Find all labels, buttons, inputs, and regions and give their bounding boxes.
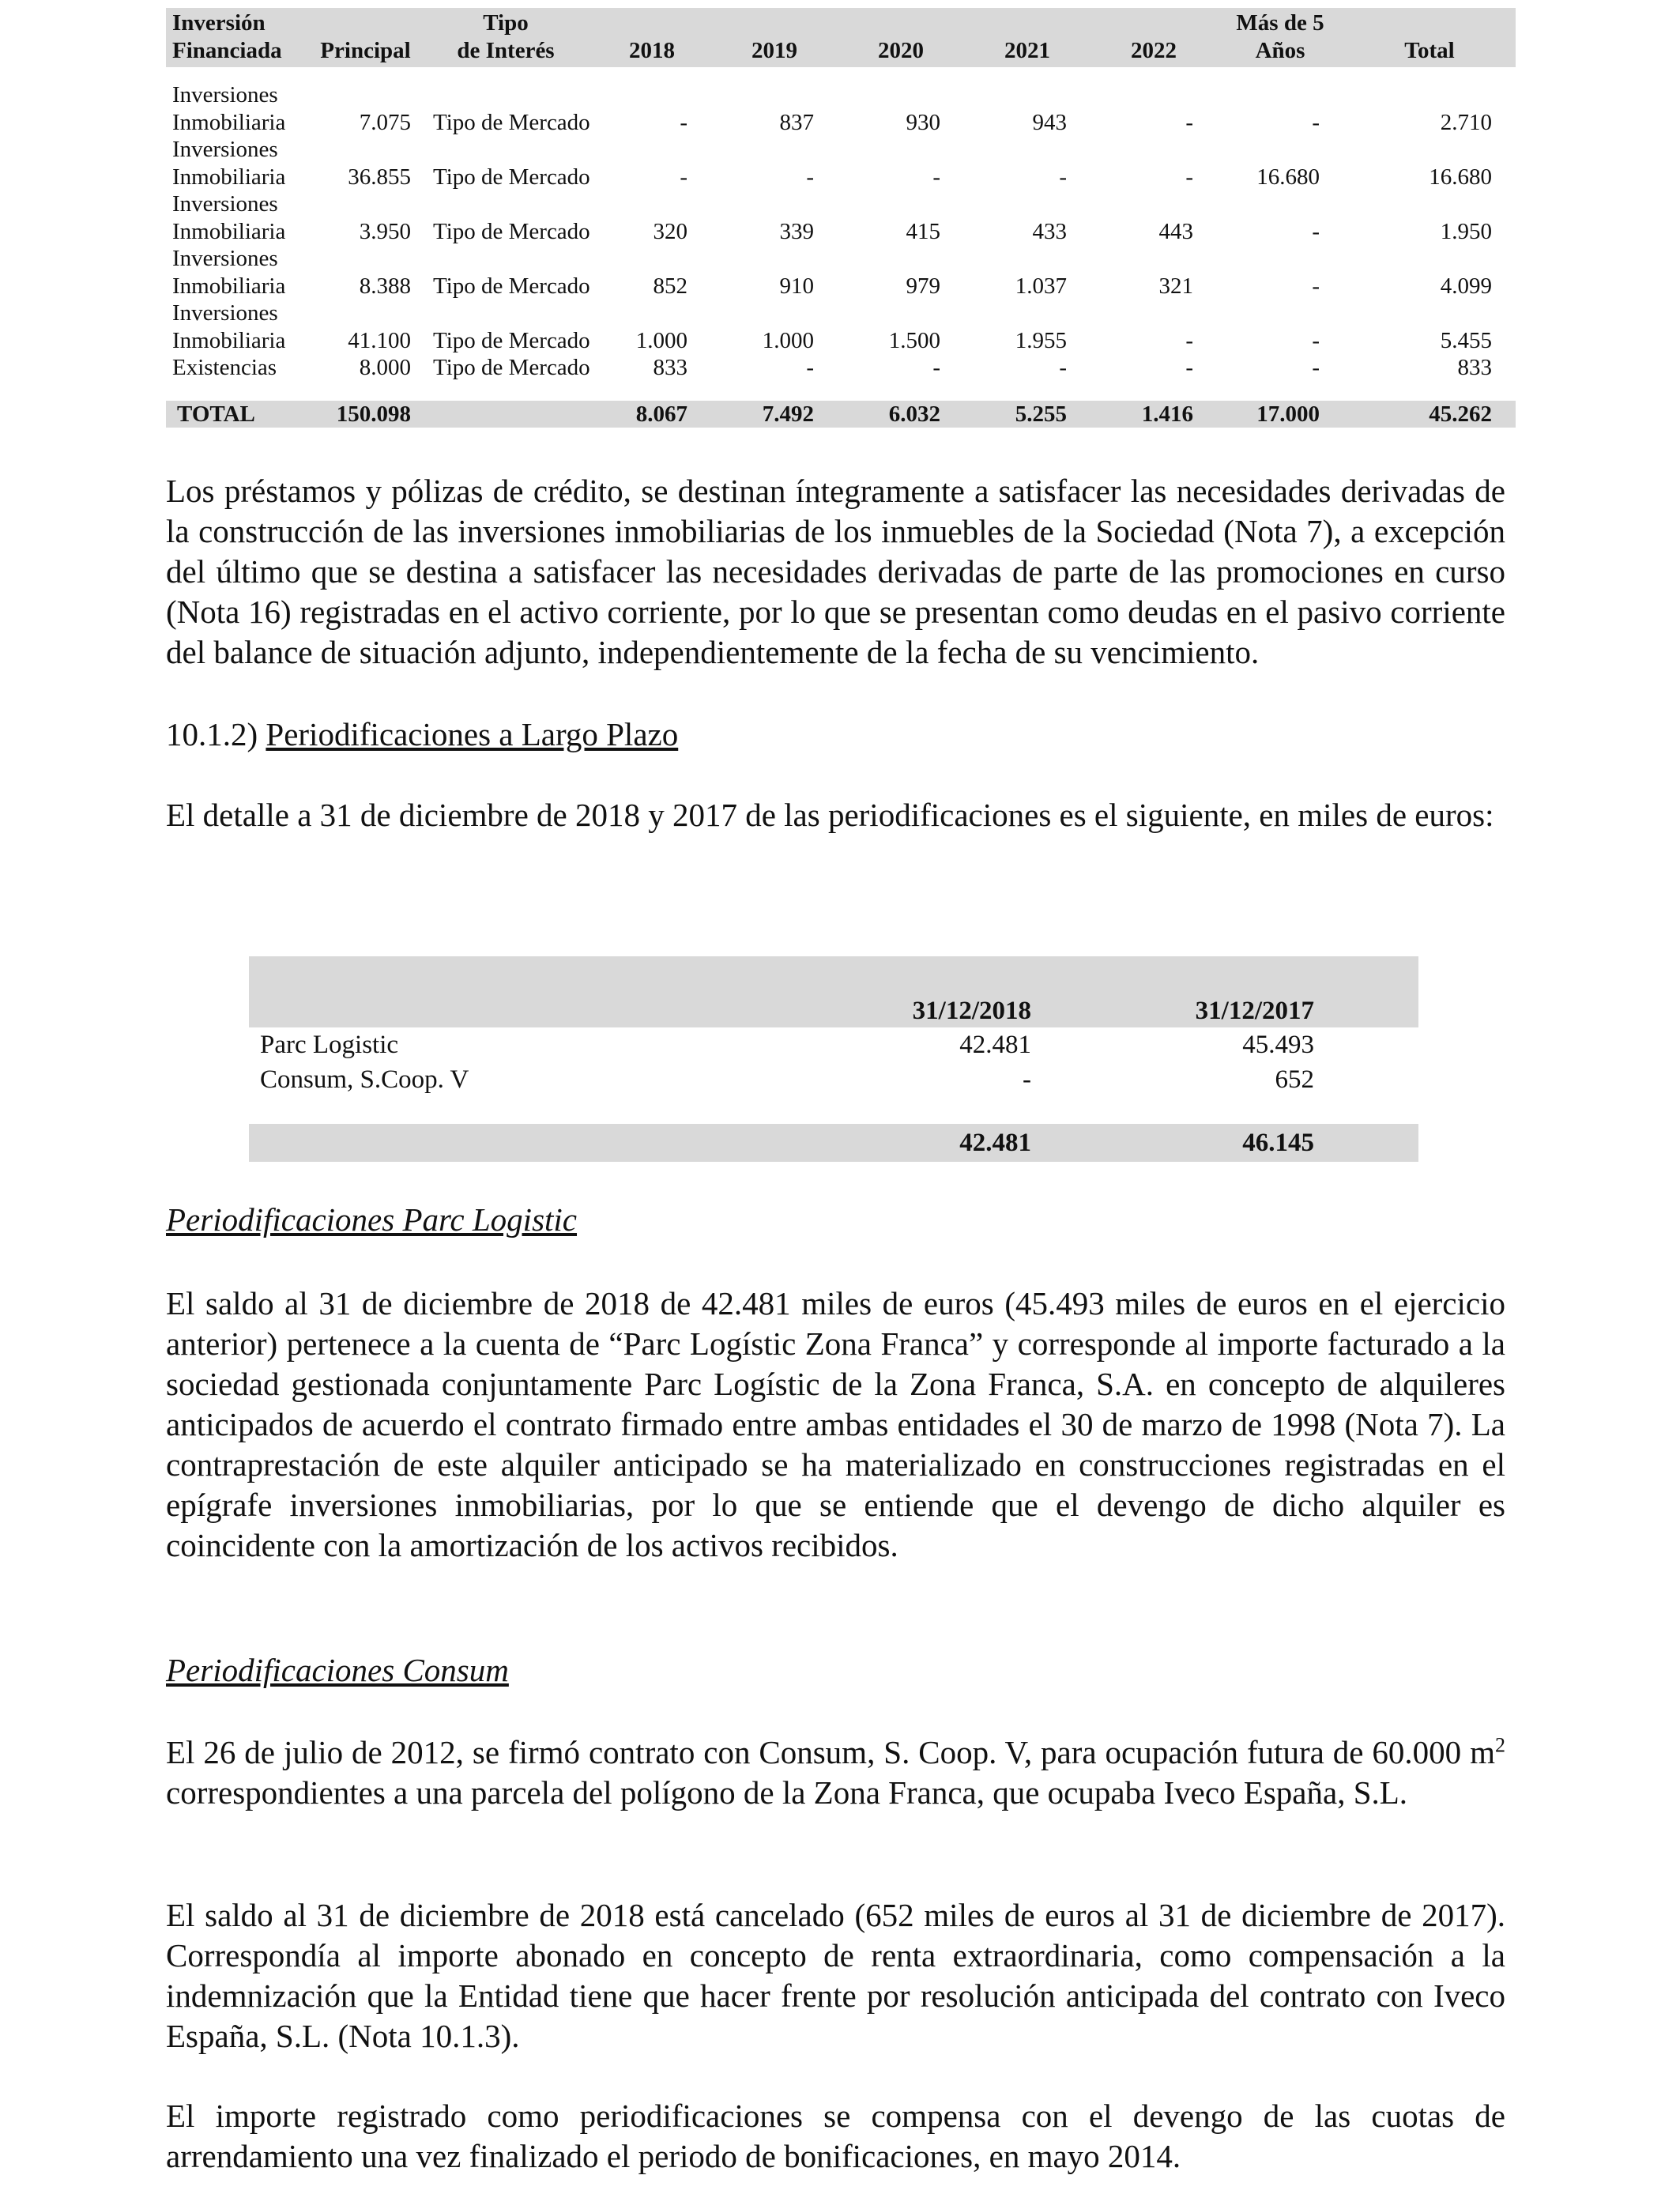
header-mas-5-anos: Más de 5 Años	[1217, 8, 1343, 67]
cell-2020: 979	[906, 273, 940, 299]
row-category: Existencias	[172, 355, 277, 380]
paragraph-importe-registrado: El importe registrado como periodificaciones se compensa con el devengo de las cuotas de arrendamiento una vez finalizado el periodo de bonificaciones, en mayo 2014.	[166, 2098, 1505, 2174]
table-row	[166, 109, 1516, 137]
cell-principal: 8.388	[359, 273, 411, 299]
total-mas: 17.000	[1217, 401, 1343, 428]
table-row-label	[166, 190, 1516, 218]
cell-2018: -	[680, 109, 687, 135]
cell-mas: 16.680	[1256, 164, 1320, 190]
total-2022: 1.416	[1090, 401, 1217, 428]
row-category-line2: Inmobiliaria	[172, 273, 286, 299]
table-row-label	[166, 136, 1516, 164]
row-category-line1: Inversiones	[172, 246, 278, 271]
section-number: 10.1.2)	[166, 716, 266, 752]
header-total: Total	[1343, 8, 1516, 67]
cell-mas: -	[1312, 109, 1320, 135]
table-row-label	[166, 245, 1516, 273]
table-total-row	[249, 1124, 1418, 1162]
section-title: Periodificaciones a Largo Plazo	[266, 716, 679, 752]
table-row	[166, 273, 1516, 300]
total-label: TOTAL	[166, 401, 312, 428]
header-2021: 2021	[964, 8, 1090, 67]
total-total: 45.262	[1343, 401, 1516, 428]
table-row	[249, 1062, 1418, 1097]
table-row	[249, 1027, 1418, 1062]
cell-tipo: Tipo de Mercado	[433, 273, 590, 299]
cell-2018: -	[1023, 1065, 1031, 1094]
paragraph-consum-saldo: El saldo al 31 de diciembre de 2018 está cancelado (652 miles de euros al 31 de diciembre de 2017). Correspondía al importe abonado en concepto de renta extraordinaria, como compensación a la indemnización que la Entidad tiene que hacer frente por resolución anticipada del contrato con Iveco España, S.L. (Nota 10.1.3).	[166, 1897, 1505, 2054]
cell-2018: 1.000	[635, 327, 687, 353]
cell-tipo: Tipo de Mercado	[433, 164, 590, 190]
cell-2022: -	[1185, 164, 1193, 190]
cell-2020: 415	[906, 218, 940, 244]
total-2021: 5.255	[964, 401, 1090, 428]
row-category-line1: Inversiones	[172, 191, 278, 217]
total-2018: 8.067	[593, 401, 711, 428]
cell-tipo: Tipo de Mercado	[433, 218, 590, 244]
table-header-row	[249, 956, 1418, 1027]
total-2020: 6.032	[838, 401, 964, 428]
cell-total: 2.710	[1440, 109, 1492, 135]
cell-mas: -	[1312, 218, 1320, 244]
row-category-line1: Inversiones	[172, 137, 278, 162]
cell-2018: 833	[653, 355, 687, 380]
cell-2018: 42.481	[959, 1031, 1031, 1059]
total-2017: 46.145	[1126, 1124, 1418, 1162]
cell-2021: 1.037	[1015, 273, 1067, 299]
cell-2019: 339	[779, 218, 814, 244]
subheading-consum: Periodificaciones Consum	[166, 1652, 509, 1688]
cell-2021: -	[1059, 164, 1067, 190]
cell-2022: 321	[1158, 273, 1193, 299]
cell-2021: 433	[1032, 218, 1067, 244]
cell-2022: -	[1185, 355, 1193, 380]
row-category-line1: Inversiones	[172, 82, 278, 107]
cell-principal: 36.855	[348, 164, 411, 190]
cell-mas: -	[1312, 273, 1320, 299]
cell-total: 1.950	[1440, 218, 1492, 244]
cell-2022: -	[1185, 109, 1193, 135]
header-2019: 2019	[711, 8, 838, 67]
table-row-existencias	[166, 354, 1516, 382]
cell-2018: -	[680, 164, 687, 190]
row-category-line2: Inmobiliaria	[172, 164, 286, 190]
header-2022: 2022	[1090, 8, 1217, 67]
cell-tipo: Tipo de Mercado	[433, 327, 590, 353]
cell-principal: 7.075	[359, 109, 411, 135]
header-principal: Principal	[312, 8, 419, 67]
cell-principal: 41.100	[348, 327, 411, 353]
cell-total: 833	[1457, 355, 1492, 380]
cell-2021: 1.955	[1015, 327, 1067, 353]
cell-2019: -	[806, 164, 814, 190]
cell-2019: 1.000	[762, 327, 814, 353]
cell-mas: -	[1312, 355, 1320, 380]
header-inversion: Inversión Financiada	[166, 8, 312, 67]
cell-2020: 930	[906, 109, 940, 135]
total-principal: 150.098	[312, 401, 419, 428]
paragraph-parc-logistic: El saldo al 31 de diciembre de 2018 de 42.481 miles de euros (45.493 miles de euros en el ejercicio anterior) pertenece a la cuenta de “Parc Logístic Zona Franca” y corresponde al importe facturado a la sociedad gestionada conjuntamente Parc Logístic de la Zona Franca, S.A. en concepto de alquileres anticipados de acuerdo el contrato firmado entre ambas entidades el 30 de marzo de 1998 (Nota 7). La contraprestación de este alquiler anticipado se ha materializado en construcciones registradas en el epígrafe inversiones inmobiliarias, por lo que se entiende que el devengo de dicho alquiler es coincidente con la amortización de los activos recibidos.	[166, 1285, 1505, 1563]
cell-2022: 443	[1158, 218, 1193, 244]
total-tipo-empty	[419, 401, 593, 428]
cell-2020: -	[932, 164, 940, 190]
cell-2020: 1.500	[888, 327, 940, 353]
cell-2021: 943	[1032, 109, 1067, 135]
cell-total: 5.455	[1440, 327, 1492, 353]
table-header-row	[166, 8, 1516, 67]
paragraph-consum-contrato: El 26 de julio de 2012, se firmó contrato con Consum, S. Coop. V, para ocupación futura de 60.000 $m^2$ correspondientes a una parcela del polígono de la Zona Franca, que ocupaba Iveco España, S.L.	[166, 1733, 1505, 1811]
total-2018: 42.481	[834, 1124, 1126, 1162]
debt-maturity-table	[166, 8, 1516, 428]
cell-2017: 45.493	[1242, 1031, 1314, 1059]
header-31-12-2017: 31/12/2017	[1126, 956, 1418, 1027]
cell-mas: -	[1312, 327, 1320, 353]
cell-2020: -	[932, 355, 940, 380]
cell-2019: -	[806, 355, 814, 380]
row-category-line2: Inmobiliaria	[172, 327, 286, 353]
table-row	[166, 218, 1516, 246]
cell-2018: 320	[653, 218, 687, 244]
header-concepto	[249, 956, 834, 1027]
cell-2019: 910	[779, 273, 814, 299]
cell-tipo: Tipo de Mercado	[433, 109, 590, 135]
cell-2018: 852	[653, 273, 687, 299]
table-row	[166, 327, 1516, 355]
header-2018: 2018	[593, 8, 711, 67]
cell-2021: -	[1059, 355, 1067, 380]
cell-total: 4.099	[1440, 273, 1492, 299]
header-tipo-interes: Tipo de Interés	[419, 8, 593, 67]
cell-principal: 8.000	[359, 355, 411, 380]
table-total-row	[166, 401, 1516, 428]
cell-total: 16.680	[1429, 164, 1492, 190]
row-category-line2: Inmobiliaria	[172, 218, 286, 244]
section-heading-periodificaciones	[166, 714, 678, 755]
row-label: Parc Logistic	[260, 1031, 399, 1059]
header-2020: 2020	[838, 8, 964, 67]
paragraph-prestamos: Los préstamos y pólizas de crédito, se destinan íntegramente a satisfacer las necesidades derivadas de la construcción de las inversiones inmobiliarias de los inmuebles de la Sociedad (Nota 7), a excepción del último que se destina a satisfacer las necesidades derivadas de parte de las promociones en curso (Nota 16) registradas en el activo corriente, por lo que se presentan como deudas en el pasivo corriente del balance de situación adjunto, independientemente de la fecha de su vencimiento.	[166, 473, 1505, 670]
row-label: Consum, S.Coop. V	[260, 1065, 469, 1094]
cell-principal: 3.950	[359, 218, 411, 244]
table-row-label	[166, 300, 1516, 327]
total-label-empty	[249, 1124, 834, 1162]
header-31-12-2018: 31/12/2018	[834, 956, 1126, 1027]
row-category-line2: Inmobiliaria	[172, 109, 286, 135]
table-row	[166, 164, 1516, 191]
table-row-label	[166, 81, 1516, 109]
periodificaciones-table	[249, 956, 1418, 1162]
cell-2022: -	[1185, 327, 1193, 353]
cell-2017: 652	[1275, 1065, 1314, 1094]
paragraph-detalle: El detalle a 31 de diciembre de 2018 y 2017 de las periodificaciones es el siguiente, en miles de euros:	[166, 797, 1494, 833]
cell-2019: 837	[779, 109, 814, 135]
cell-tipo: Tipo de Mercado	[433, 355, 590, 380]
row-category-line1: Inversiones	[172, 300, 278, 326]
subheading-parc-logistic: Periodificaciones Parc Logistic	[166, 1201, 578, 1238]
total-2019: 7.492	[711, 401, 838, 428]
